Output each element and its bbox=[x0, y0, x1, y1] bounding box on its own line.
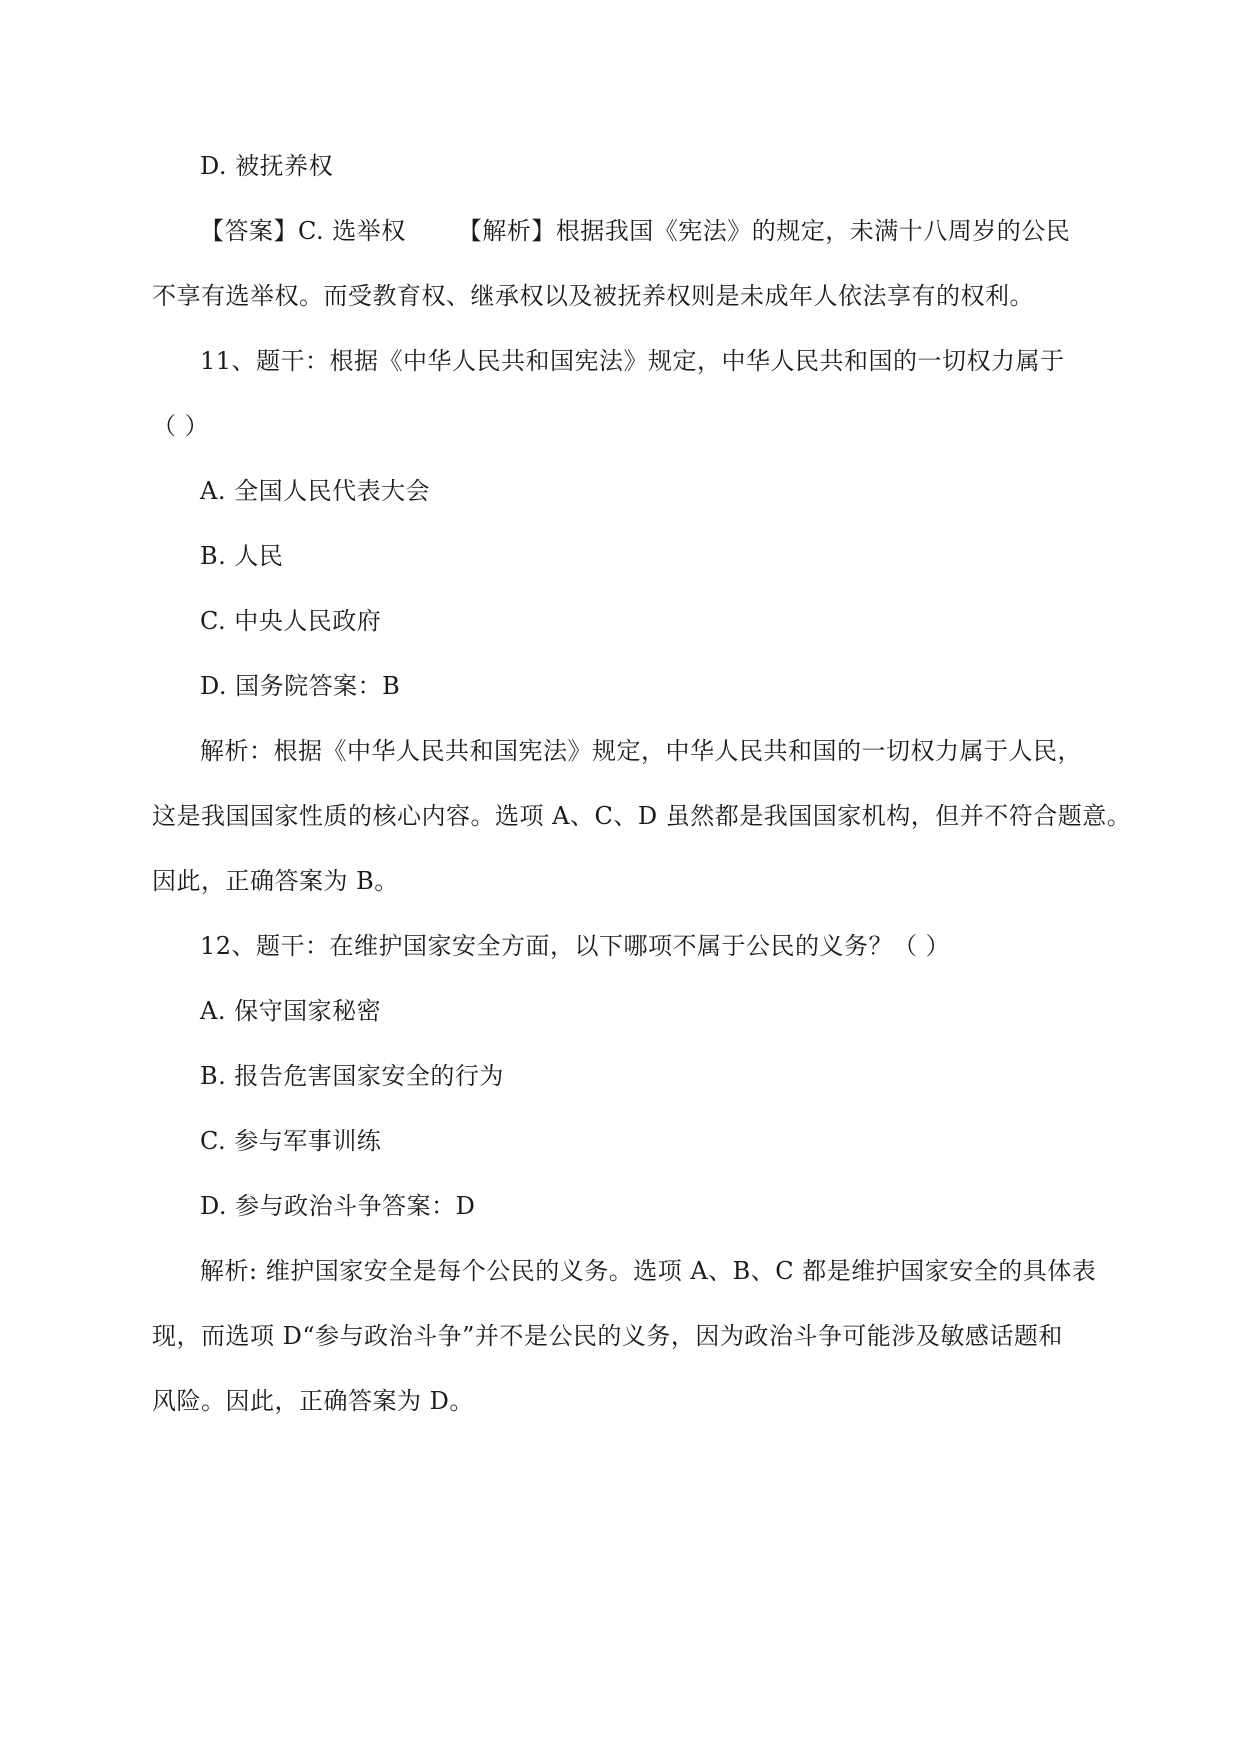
q12-option-b: B. 报告危害国家安全的行为 bbox=[200, 1062, 504, 1090]
q11-option-d-answer: D. 国务院答案：B bbox=[200, 672, 401, 700]
q11-option-b: B. 人民 bbox=[200, 542, 284, 570]
q12-analysis-line3: 风险。因此，正确答案为 D。 bbox=[152, 1387, 474, 1415]
q12-analysis-line1: 解析: 维护国家安全是每个公民的义务。选项 A、B、C 都是维护国家安全的具体表 bbox=[200, 1257, 1097, 1285]
q11-option-a: A. 全国人民代表大会 bbox=[200, 477, 431, 505]
q11-stem-line2: （ ） bbox=[152, 412, 210, 440]
q10-answer-analysis-line bbox=[200, 215, 1160, 247]
q12-option-d-answer: D. 参与政治斗争答案：D bbox=[200, 1192, 476, 1220]
q12-analysis-line2: 现，而选项 D“参与政治斗争”并不是公民的义务，因为政治斗争可能涉及敏感话题和 bbox=[152, 1322, 1063, 1350]
q12-option-a: A. 保守国家秘密 bbox=[200, 997, 382, 1025]
q11-option-c: C. 中央人民政府 bbox=[200, 607, 382, 635]
q11-stem-line1: 11、题干：根据《中华人民共和国宪法》规定，中华人民共和国的一切权力属于 bbox=[200, 347, 1065, 375]
q11-analysis-line3: 因此，正确答案为 B。 bbox=[152, 867, 399, 895]
q12-stem: 12、题干：在维护国家安全方面，以下哪项不属于公民的义务？（ ） bbox=[200, 932, 951, 960]
q10-option-d: D. 被抚养权 bbox=[200, 152, 334, 180]
q12-option-c: C. 参与军事训练 bbox=[200, 1127, 382, 1155]
q10-analysis-start: 【解析】根据我国《宪法》的规定，未满十八周岁的公民 bbox=[457, 217, 1071, 245]
q10-analysis-continued: 不享有选举权。而受教育权、继承权以及被抚养权则是未成年人依法享有的权利。 bbox=[152, 282, 1034, 310]
q11-analysis-line2: 这是我国国家性质的核心内容。选项 A、C、D 虽然都是我国国家机构，但并不符合题意。 bbox=[152, 802, 1132, 830]
q10-answer: 【答案】C. 选举权 bbox=[200, 217, 406, 245]
q11-analysis-line1: 解析：根据《中华人民共和国宪法》规定，中华人民共和国的一切权力属于人民， bbox=[200, 737, 1082, 765]
